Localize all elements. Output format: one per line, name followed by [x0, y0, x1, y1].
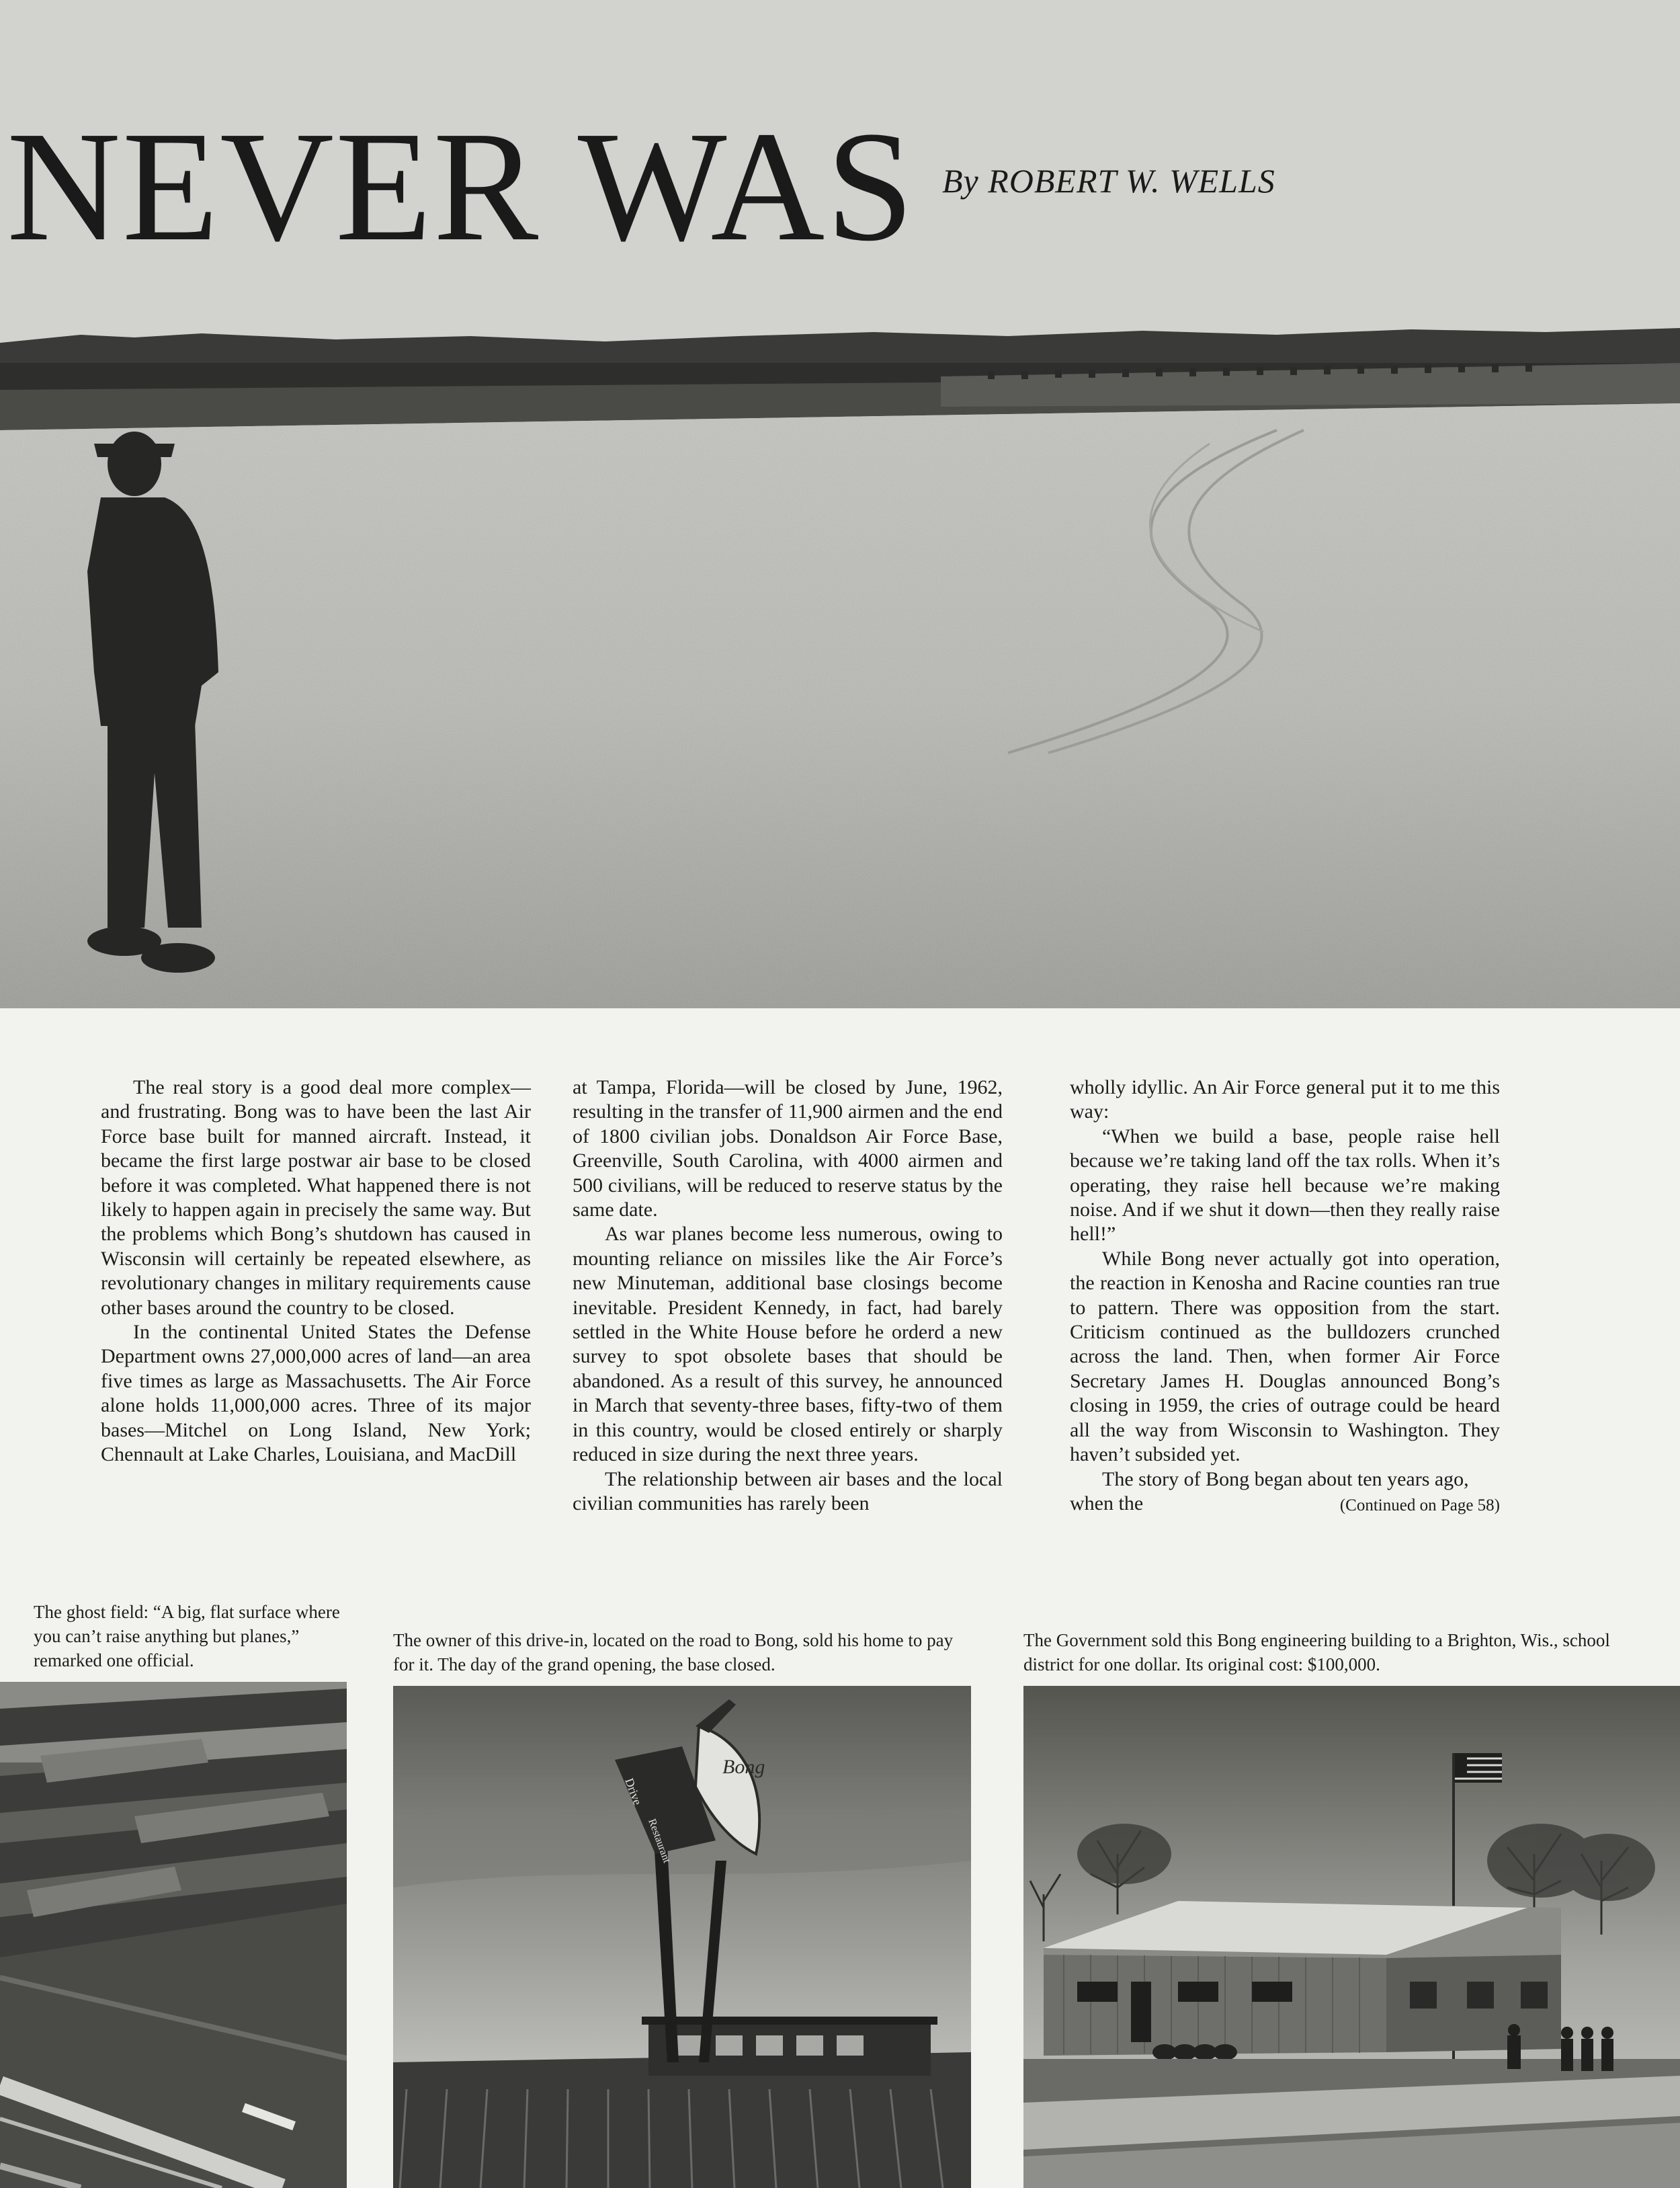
- paragraph: “When we build a base, people raise hell because we’re taking land off the tax rolls. When it’s operating, they raise hell because we’re making noise. And if we shut it down—then they really raise hell!”: [1070, 1125, 1500, 1246]
- paragraph: While Bong never actually got into operation, the reaction in Kenosha and Racine counties ran true to pattern. There was opposition from the start. Criticism continued as the bulldozers crunched across the land. Then, when former Air Force Secretary James H. Douglas announced Bong’s closing in 1959, the cries of outrage could be heard all the way from Wisconsin to Washington. They haven’t subsided yet.: [1070, 1247, 1500, 1466]
- engineering-building-photo: [1023, 1686, 1680, 2188]
- paragraph: The relationship between air bases and the local civilian communities has rarely been: [573, 1467, 1003, 1514]
- byline: By ROBERT W. WELLS: [942, 162, 1275, 200]
- caption-drivein: The owner of this drive-in, located on the road to Bong, sold his home to pay for it. The day of the grand opening, the base closed.: [393, 1630, 954, 1674]
- article-column-1: [101, 1076, 531, 1467]
- article-column-2: [573, 1076, 1003, 1516]
- continued-note: (Continued on Page 58): [1339, 1496, 1500, 1514]
- paragraph: at Tampa, Florida—will be closed by June, 1962, resulting in the transfer of 11,900 airmen and the end of 1800 civilian jobs. Donaldson Air Force Base, Greenville, South Carolina, with 4000 airmen and 500 civilians, will be reduced to reserve status by the same date.: [573, 1076, 1003, 1221]
- caption-building: The Government sold this Bong engineering building to a Brighton, Wis., school district for one dollar. Its original cost: $100,000.: [1023, 1630, 1610, 1674]
- paragraph: The real story is a good deal more complex—and frustrating. Bong was to have been the last Air Force base built for manned aircraft. Instead, it became the first large postwar air base to be closed before it was completed. What happened there is not likely to happen again in precisely the same way. But the problems which Bong’s shutdown has caused in Wisconsin will certainly be repeated elsewhere, as revolutionary changes in military requirements cause other bases around the country to be closed.: [101, 1076, 531, 1319]
- sign-side-text: Drive: [622, 1776, 645, 1807]
- paragraph: As war planes become less numerous, owing to mounting reliance on missiles like the Air Force’s new Minuteman, additional base closings become inevitable. President Kennedy, in fact, had barely settled in the White House before he orderd a new survey to spot obsolete bases that should be abandoned. As a result of this survey, he announced in March that seventy-three bases, fifty-two of them in this country, would be closed entirely or sharply reduced in size during the next three years.: [573, 1223, 1003, 1466]
- paragraph: wholly idyllic. An Air Force general put it to me this way:: [1070, 1076, 1500, 1123]
- drivein-sign-icon: [393, 1686, 971, 2188]
- sign-top-text: Bong: [722, 1756, 765, 1778]
- engineering-building-icon: [1023, 1686, 1680, 2188]
- paragraph-last: [1070, 1467, 1500, 1516]
- aerial-field-photo: [0, 1682, 347, 2188]
- drivein-sign-photo: [393, 1686, 971, 2188]
- hero-photo: [0, 0, 1680, 1008]
- aerial-field-icon: [0, 1682, 347, 2188]
- paragraph-last-text: The story of Bong began about ten years ago, when the: [1070, 1467, 1469, 1514]
- caption-aerial: The ghost field: “A big, flat surface where you can’t raise anything but planes,” remarked one official.: [34, 1602, 340, 1670]
- sign-bottom-text: Restaurant: [646, 1817, 673, 1865]
- headline-title: NEVER WAS: [7, 99, 915, 274]
- article-column-3: [1070, 1076, 1500, 1518]
- paragraph: In the continental United States the Defense Department owns 27,000,000 acres of land—an area five times as large as Massachusetts. The Air Force alone holds 11,000,000 acres. Three of its major bases—Mitchel on Long Island, New York; Chennault at Lake Charles, Louisiana, and MacDill: [101, 1321, 531, 1466]
